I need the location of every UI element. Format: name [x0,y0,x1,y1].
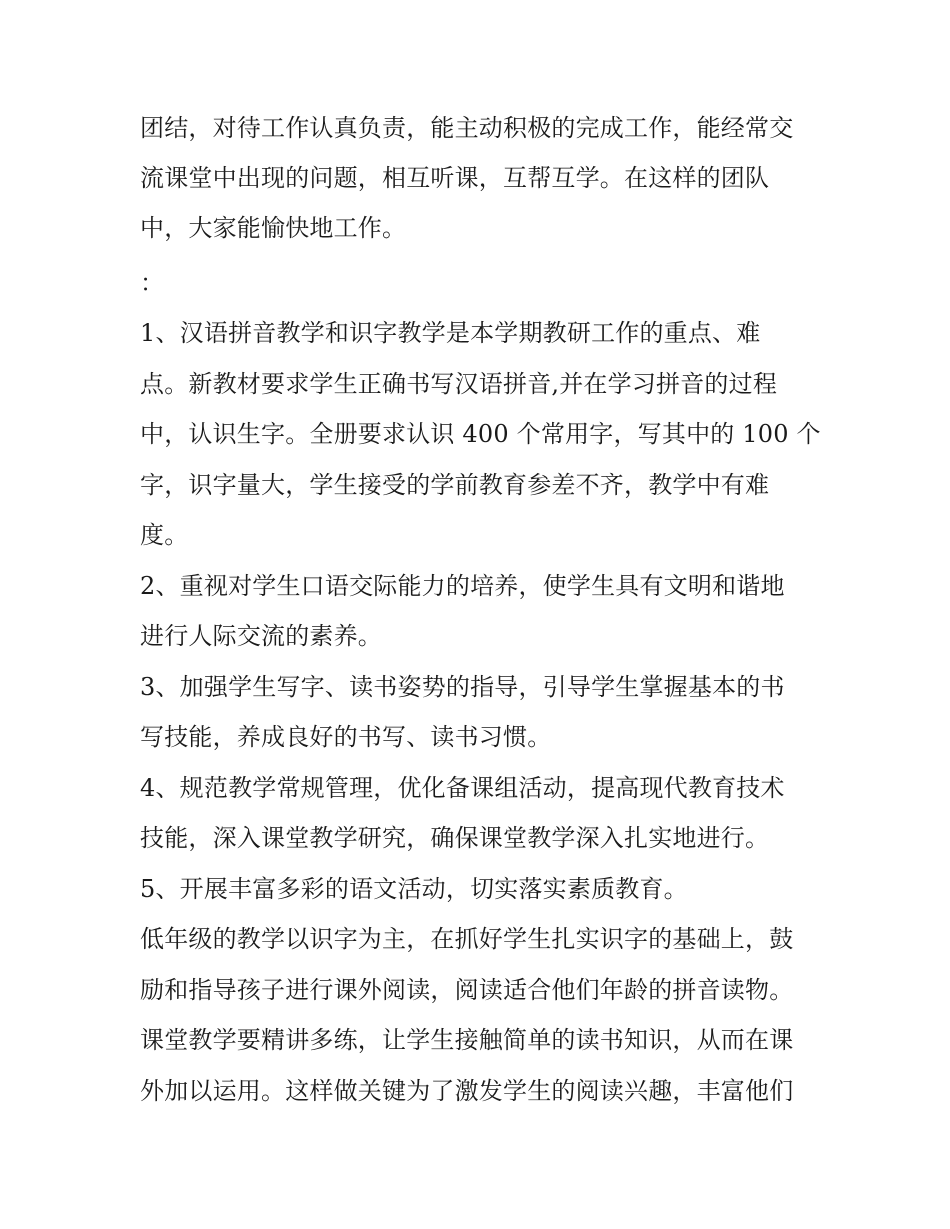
text-line: 中，认识生字。全册要求认识 400 个常用字，写其中的 100 个 [140,420,821,448]
text-line: 进行人际交流的素养。 [140,622,382,650]
text-line: 字，识字量大，学生接受的学前教育参差不齐，教学中有难 [140,471,770,499]
text-line: 写技能，养成良好的书写、读书习惯。 [140,723,552,751]
text-line: 课堂教学要精讲多练，让学生接触简单的读书知识，从而在课 [140,1026,794,1054]
text-line: 3、加强学生写字、读书姿势的指导，引导学生掌握基本的书 [140,673,785,701]
text-line: 4、规范教学常规管理，优化备课组活动，提高现代教育技术 [140,774,785,802]
text-line: 外加以运用。这样做关键为了激发学生的阅读兴趣，丰富他们 [140,1077,794,1105]
text-line: 中，大家能愉快地工作。 [140,214,407,242]
text-line: 团结，对待工作认真负责，能主动积极的完成工作，能经常交 [140,114,794,142]
text-line: 点。新教材要求学生正确书写汉语拼音,并在学习拼音的过程 [140,370,778,398]
text-line: 流课堂中出现的问题，相互听课，互帮互学。在这样的团队 [140,164,770,192]
text-line: 1、汉语拼音教学和识字教学是本学期教研工作的重点、难 [140,319,761,347]
text-line: 5、开展丰富多彩的语文活动，切实落实素质教育。 [140,875,688,903]
text-line: 低年级的教学以识字为主，在抓好学生扎实识字的基础上，鼓 [140,925,794,953]
text-line: 技能，深入课堂教学研究，确保课堂教学深入扎实地进行。 [140,824,770,852]
text-line: 励和指导孩子进行课外阅读，阅读适合他们年龄的拼音读物。 [140,976,794,1004]
text-line: ： [140,269,165,297]
text-line: 度。 [140,521,189,549]
text-line: 2、重视对学生口语交际能力的培养，使学生具有文明和谐地 [140,572,785,600]
